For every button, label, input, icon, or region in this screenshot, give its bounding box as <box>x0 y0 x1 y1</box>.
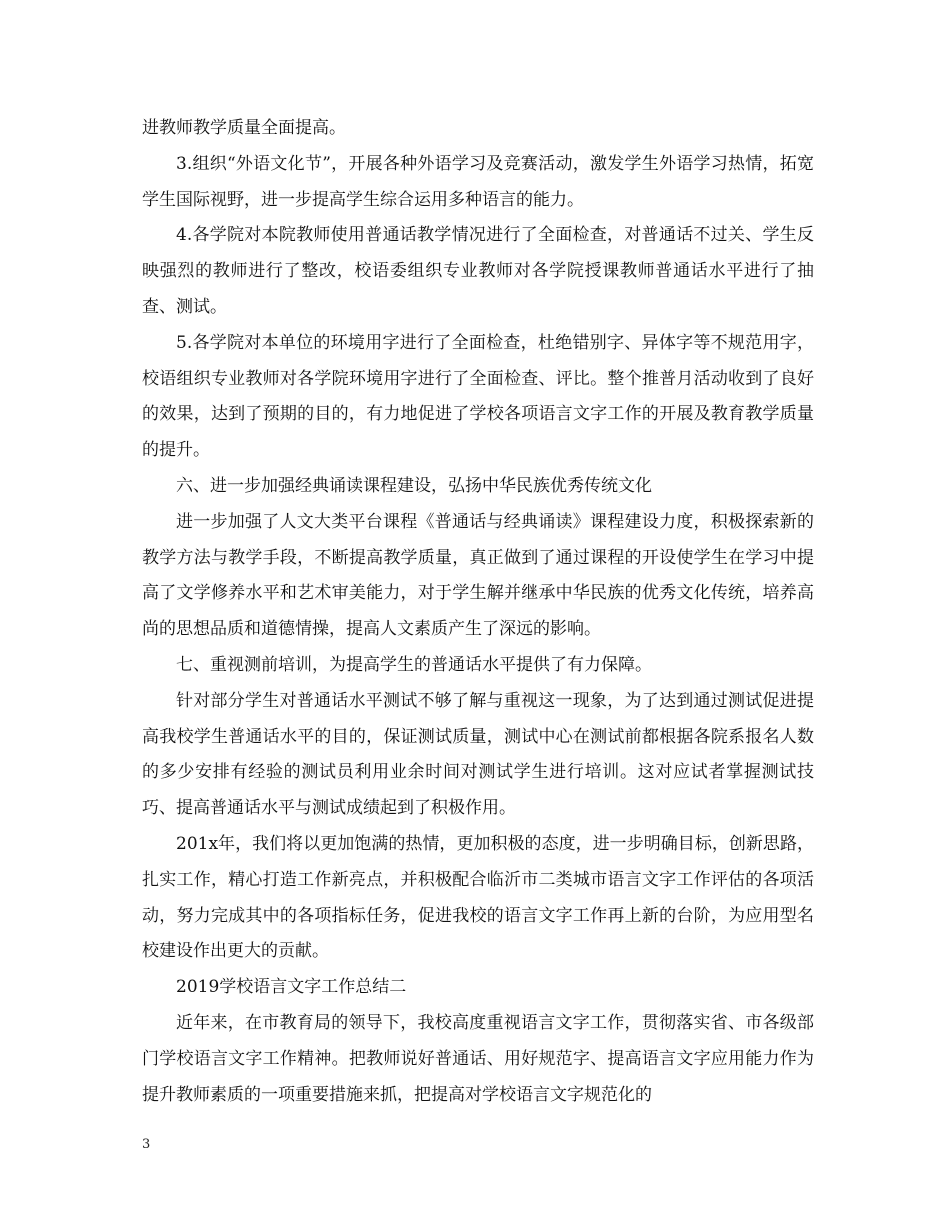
paragraph-item-3: 3.组织“外语文化节”，开展各种外语学习及竞赛活动，激发学生外语学习热情，拓宽学生国际视野，进一步提高学生综合运用多种语言的能力。 <box>142 153 814 210</box>
section-heading-seven: 七、重视测前培训，为提高学生的普通话水平提供了有力保障。 <box>176 654 652 675</box>
page-number: 3 <box>142 1137 151 1152</box>
paragraph-outlook: 201x年，我们将以更加饱满的热情，更加积极的态度，进一步明确目标，创新思路，扎实工作，精心打造工作新亮点，并积极配合临沂市二类城市语言文字工作评估的各项活动，努力完成其中的各项指标任务，促进我校的语言文字工作再上新的台阶，为应用型名校建设作出更大的贡献。 <box>142 833 814 962</box>
section-heading-six: 六、进一步加强经典诵读课程建设，弘扬中华民族优秀传统文化 <box>176 475 652 496</box>
page-body <box>142 111 814 1113</box>
paragraph-item-5: 5.各学院对本单位的环境用字进行了全面检查，杜绝错别字、异体字等不规范用字，校语组织专业教师对各学院环境用字进行了全面检查、评比。整个推普月活动收到了良好的效果，达到了预期的目的，有力地促进了学校各项语言文字工作的开展及教育教学质量的提升。 <box>142 332 814 461</box>
paragraph-summary-two-intro: 近年来，在市教育局的领导下，我校高度重视语言文字工作，贯彻落实省、市各级部门学校语言文字工作精神。把教师说好普通话、用好规范字、提高语言文字应用能力作为提升教师素质的一项重要措施来抓，把提高对学校语言文字规范化的 <box>142 1012 814 1105</box>
paragraph-section-seven: 针对部分学生对普通话水平测试不够了解与重视这一现象，为了达到通过测试促进提高我校学生普通话水平的目的，保证测试质量，测试中心在测试前都根据各院系报名人数的多少安排有经验的测试员利用业余时间对测试学生进行培训。这对应试者掌握测试技巧、提高普通话水平与测试成绩起到了积极作用。 <box>142 690 814 819</box>
summary-two-title: 2019学校语言文字工作总结二 <box>176 977 407 998</box>
paragraph-item-4: 4.各学院对本院教师使用普通话教学情况进行了全面检查，对普通话不过关、学生反映强烈的教师进行了整改，校语委组织专业教师对各学院授课教师普通话水平进行了抽查、测试。 <box>142 225 814 317</box>
paragraph-continuation: 进教师教学质量全面提高。 <box>142 118 346 138</box>
paragraph-section-six: 进一步加强了人文大类平台课程《普通话与经典诵读》课程建设力度，积极探索新的教学方法与教学手段，不断提高教学质量，真正做到了通过课程的开设使学生在学习中提高了文学修养水平和艺术审美能力，对于学生解并继承中华民族的优秀文化传统，培养高尚的思想品质和道德情操，提高人文素质产生了深远的影响。 <box>142 511 814 640</box>
